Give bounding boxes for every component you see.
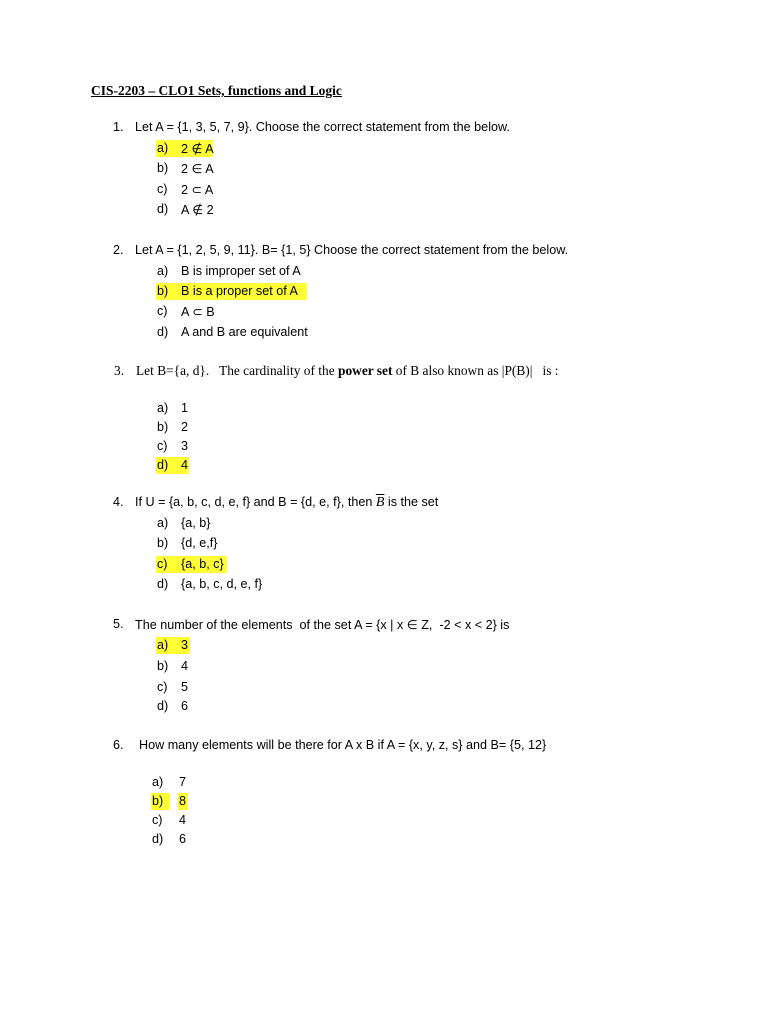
option-text: 3 — [181, 439, 189, 453]
question-text: Let A = {1, 2, 5, 9, 11}. B= {1, 5} Choose the correct statement from the below. — [135, 243, 569, 257]
option-letter: b) — [157, 284, 169, 298]
option-letter: b) — [157, 536, 169, 550]
option-text: 8 — [179, 794, 187, 808]
option-letter: a) — [157, 264, 169, 278]
option-letter: c) — [157, 680, 168, 694]
option-letter: c) — [157, 439, 168, 453]
option-text: 4 — [181, 458, 189, 472]
option-text: 4 — [179, 813, 187, 827]
option-letter: b) — [157, 161, 169, 175]
question-number: 2. — [113, 243, 124, 257]
question-text-start: If U = {a, b, c, d, e, f} and B = {d, e, f}, then — [135, 495, 376, 509]
option-text: 5 — [181, 680, 189, 694]
question-text — [136, 363, 558, 379]
option-letter: a) — [152, 775, 164, 789]
question-number: 1. — [113, 120, 124, 134]
option-text: 2 ⊂ A — [181, 183, 214, 197]
option-letter: d) — [157, 577, 169, 591]
option-text: {d, e,f} — [181, 536, 218, 550]
document-title: CIS-2203 – CLO1 Sets, functions and Logic — [91, 83, 342, 98]
option-letter: b) — [157, 659, 169, 673]
option-letter: a) — [157, 638, 169, 652]
option-letter: c) — [157, 182, 168, 196]
option-text: {a, b, c} — [181, 557, 224, 571]
question-number: 5. — [113, 617, 124, 631]
option-text: 1 — [181, 401, 189, 415]
question-text-end: of B also known as |P(B)| is : — [392, 363, 559, 378]
question-text: The number of the elements of the set A = {x | x ∈ Z, -2 < x < 2} is — [135, 618, 510, 632]
option-letter: c) — [152, 813, 163, 827]
option-text: A ⊂ B — [181, 305, 215, 319]
question-text-end: is the set — [384, 495, 439, 509]
question-text — [135, 495, 438, 511]
question-text: Let A = {1, 3, 5, 7, 9}. Choose the correct statement from the below. — [135, 120, 510, 134]
option-letter: b) — [152, 794, 164, 808]
option-letter: d) — [157, 202, 169, 216]
option-letter: a) — [157, 141, 169, 155]
question-number: 6. — [113, 738, 124, 752]
option-letter: d) — [157, 325, 169, 339]
option-letter: d) — [157, 699, 169, 713]
option-text: 4 — [181, 659, 189, 673]
question-number: 3. — [114, 363, 125, 378]
option-text: 3 — [181, 638, 189, 652]
option-text: B is improper set of A — [181, 264, 301, 278]
option-text: B is a proper set of A — [181, 284, 298, 298]
complement-b-symbol: $\overline{B}$ — [375, 495, 385, 510]
option-text: 2 — [181, 420, 189, 434]
option-letter: c) — [157, 304, 168, 318]
option-text: {a, b} — [181, 516, 211, 530]
option-letter: c) — [157, 557, 168, 571]
option-letter: a) — [157, 516, 169, 530]
question-text-start: Let B={a, d}. The cardinality of the — [136, 363, 338, 378]
option-text: 2 ∈ A — [181, 162, 214, 176]
option-text: 2 ∉ A — [181, 142, 214, 156]
option-text: 7 — [179, 775, 187, 789]
option-letter: a) — [157, 401, 169, 415]
power-set-term: power set — [338, 363, 393, 378]
option-letter: d) — [152, 832, 164, 846]
option-text: 6 — [181, 699, 189, 713]
option-text: A and B are equivalent — [181, 325, 308, 339]
option-text: 6 — [179, 832, 187, 846]
question-number: 4. — [113, 495, 124, 509]
option-letter: b) — [157, 420, 169, 434]
question-text: How many elements will be there for A x B if A = {x, y, z, s} and B= {5, 12} — [139, 738, 547, 752]
option-text: A ∉ 2 — [181, 203, 214, 217]
option-letter: d) — [157, 458, 169, 472]
option-text: {a, b, c, d, e, f} — [181, 577, 263, 591]
